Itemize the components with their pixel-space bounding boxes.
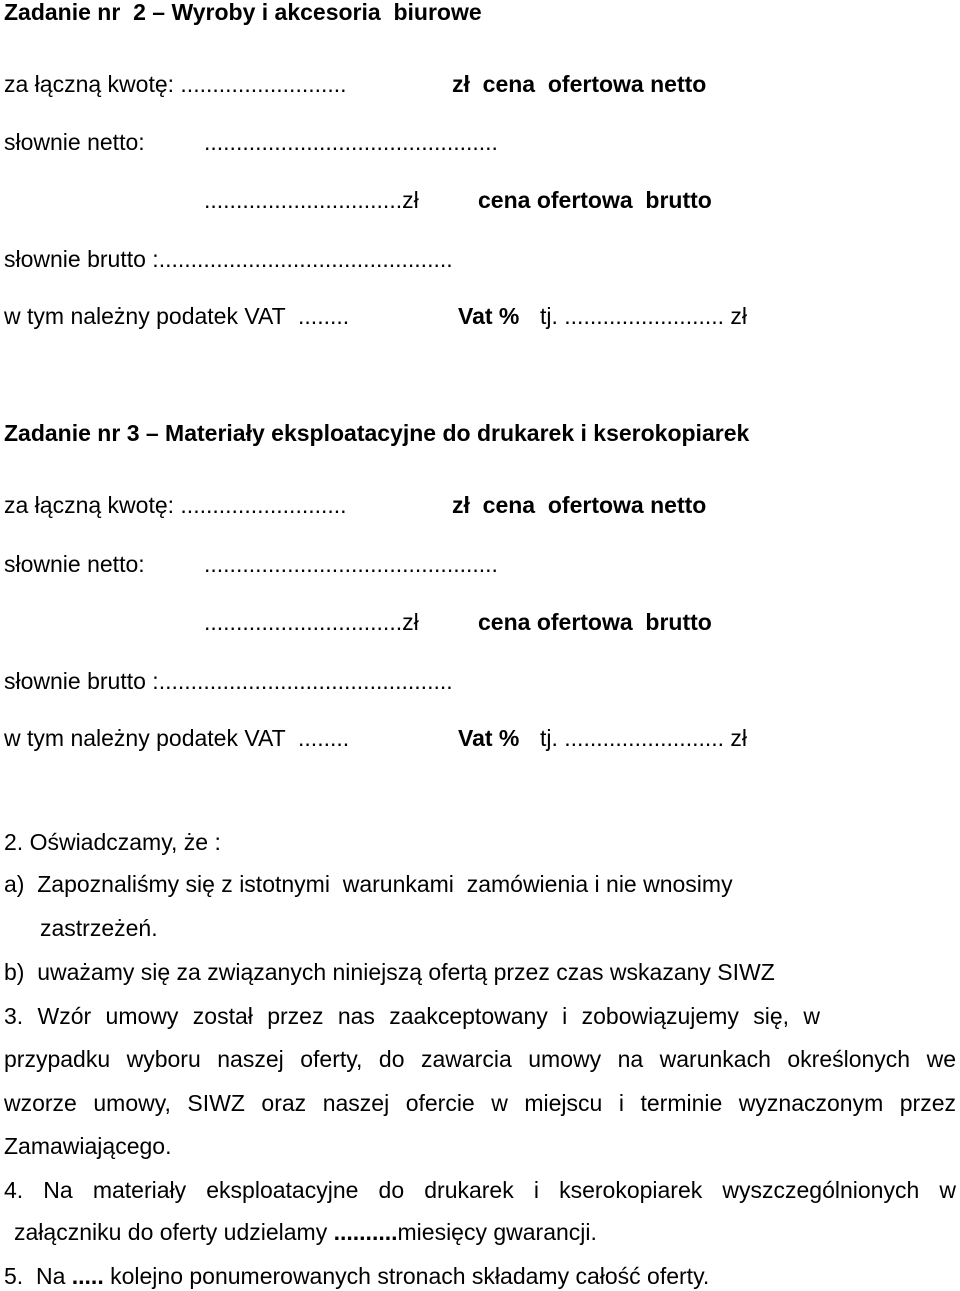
section5-prefix: 5. Na bbox=[4, 1263, 72, 1289]
section4-line1: 4. Na materiały eksploatacyjne do drukarek i kserokopiarek wyszczególnionych w bbox=[4, 1177, 956, 1203]
section3-line3: wzorze umowy, SIWZ oraz naszej ofercie w miejscu i terminie wyznaczonym przez bbox=[4, 1090, 956, 1116]
section2-item-a: a) Zapoznaliśmy się z istotnymi warunkami zamówienia i nie wnosimy bbox=[4, 871, 733, 897]
section3-line4: Zamawiającego. bbox=[4, 1133, 172, 1159]
warranty-months-field[interactable]: .......... bbox=[333, 1219, 398, 1245]
section3-line2: przypadku wyboru naszej oferty, do zawarcia umowy na warunkach określonych we bbox=[4, 1046, 956, 1072]
zadanie2-title: Zadanie nr 2 – Wyroby i akcesoria biurowe bbox=[4, 0, 482, 25]
zadanie2-cena-brutto-label: cena ofertowa brutto bbox=[478, 187, 712, 213]
section4-line2-text: załączniku do oferty udzielamy bbox=[14, 1219, 334, 1245]
section5-line bbox=[4, 1262, 709, 1290]
section2-item-b: b) uważamy się za związanych niniejszą ofertą przez czas wskazany SIWZ bbox=[4, 959, 775, 985]
zadanie3-slownie-netto-field[interactable]: .............................................. bbox=[204, 551, 498, 577]
section3-line1: 3. Wzór umowy został przez nas zaakceptowany i zobowiązujemy się, w bbox=[4, 1003, 820, 1029]
zadanie2-vat-field[interactable]: w tym należny podatek VAT ........ bbox=[4, 303, 350, 329]
zadanie3-cena-netto-label: zł cena ofertowa netto bbox=[452, 492, 707, 518]
zadanie2-slownie-netto-label: słownie netto: bbox=[4, 129, 145, 155]
zadanie3-kwota-field[interactable]: za łączną kwotę: .......................... bbox=[4, 492, 347, 518]
zadanie3-brutto-field[interactable]: ...............................zł bbox=[204, 609, 419, 635]
zadanie3-slownie-netto-label: słownie netto: bbox=[4, 551, 145, 577]
zadanie3-title: Zadanie nr 3 – Materiały eksploatacyjne do drukarek i kserokopiarek bbox=[4, 420, 750, 446]
zadanie2-slownie-brutto-field[interactable]: słownie brutto :.............................................. bbox=[4, 246, 453, 272]
zadanie2-vat-percent-label: Vat % bbox=[458, 303, 520, 329]
section2-heading: 2. Oświadczamy, że : bbox=[4, 829, 221, 855]
section2-item-a-cont: zastrzeżeń. bbox=[40, 915, 158, 941]
zadanie3-slownie-brutto-field[interactable]: słownie brutto :.............................................. bbox=[4, 668, 453, 694]
section4-line2 bbox=[14, 1218, 597, 1246]
zadanie2-brutto-field[interactable]: ...............................zł bbox=[204, 187, 419, 213]
zadanie3-vat-field[interactable]: w tym należny podatek VAT ........ bbox=[4, 725, 350, 751]
page-count-field[interactable]: ..... bbox=[71, 1263, 104, 1289]
zadanie2-kwota-field[interactable]: za łączną kwotę: .......................... bbox=[4, 71, 347, 97]
zadanie3-cena-brutto-label: cena ofertowa brutto bbox=[478, 609, 712, 635]
section5-suffix: kolejno ponumerowanych stronach składamy całość oferty. bbox=[103, 1263, 710, 1289]
section4-line2-suffix: miesięcy gwarancji. bbox=[397, 1219, 597, 1245]
zadanie2-cena-netto-label: zł cena ofertowa netto bbox=[452, 71, 707, 97]
zadanie3-vat-percent-label: Vat % bbox=[458, 725, 520, 751]
zadanie3-vat-amount-field[interactable]: tj. ......................... zł bbox=[540, 725, 748, 751]
zadanie2-vat-amount-field[interactable]: tj. ......................... zł bbox=[540, 303, 748, 329]
zadanie2-slownie-netto-field[interactable]: .............................................. bbox=[204, 129, 498, 155]
